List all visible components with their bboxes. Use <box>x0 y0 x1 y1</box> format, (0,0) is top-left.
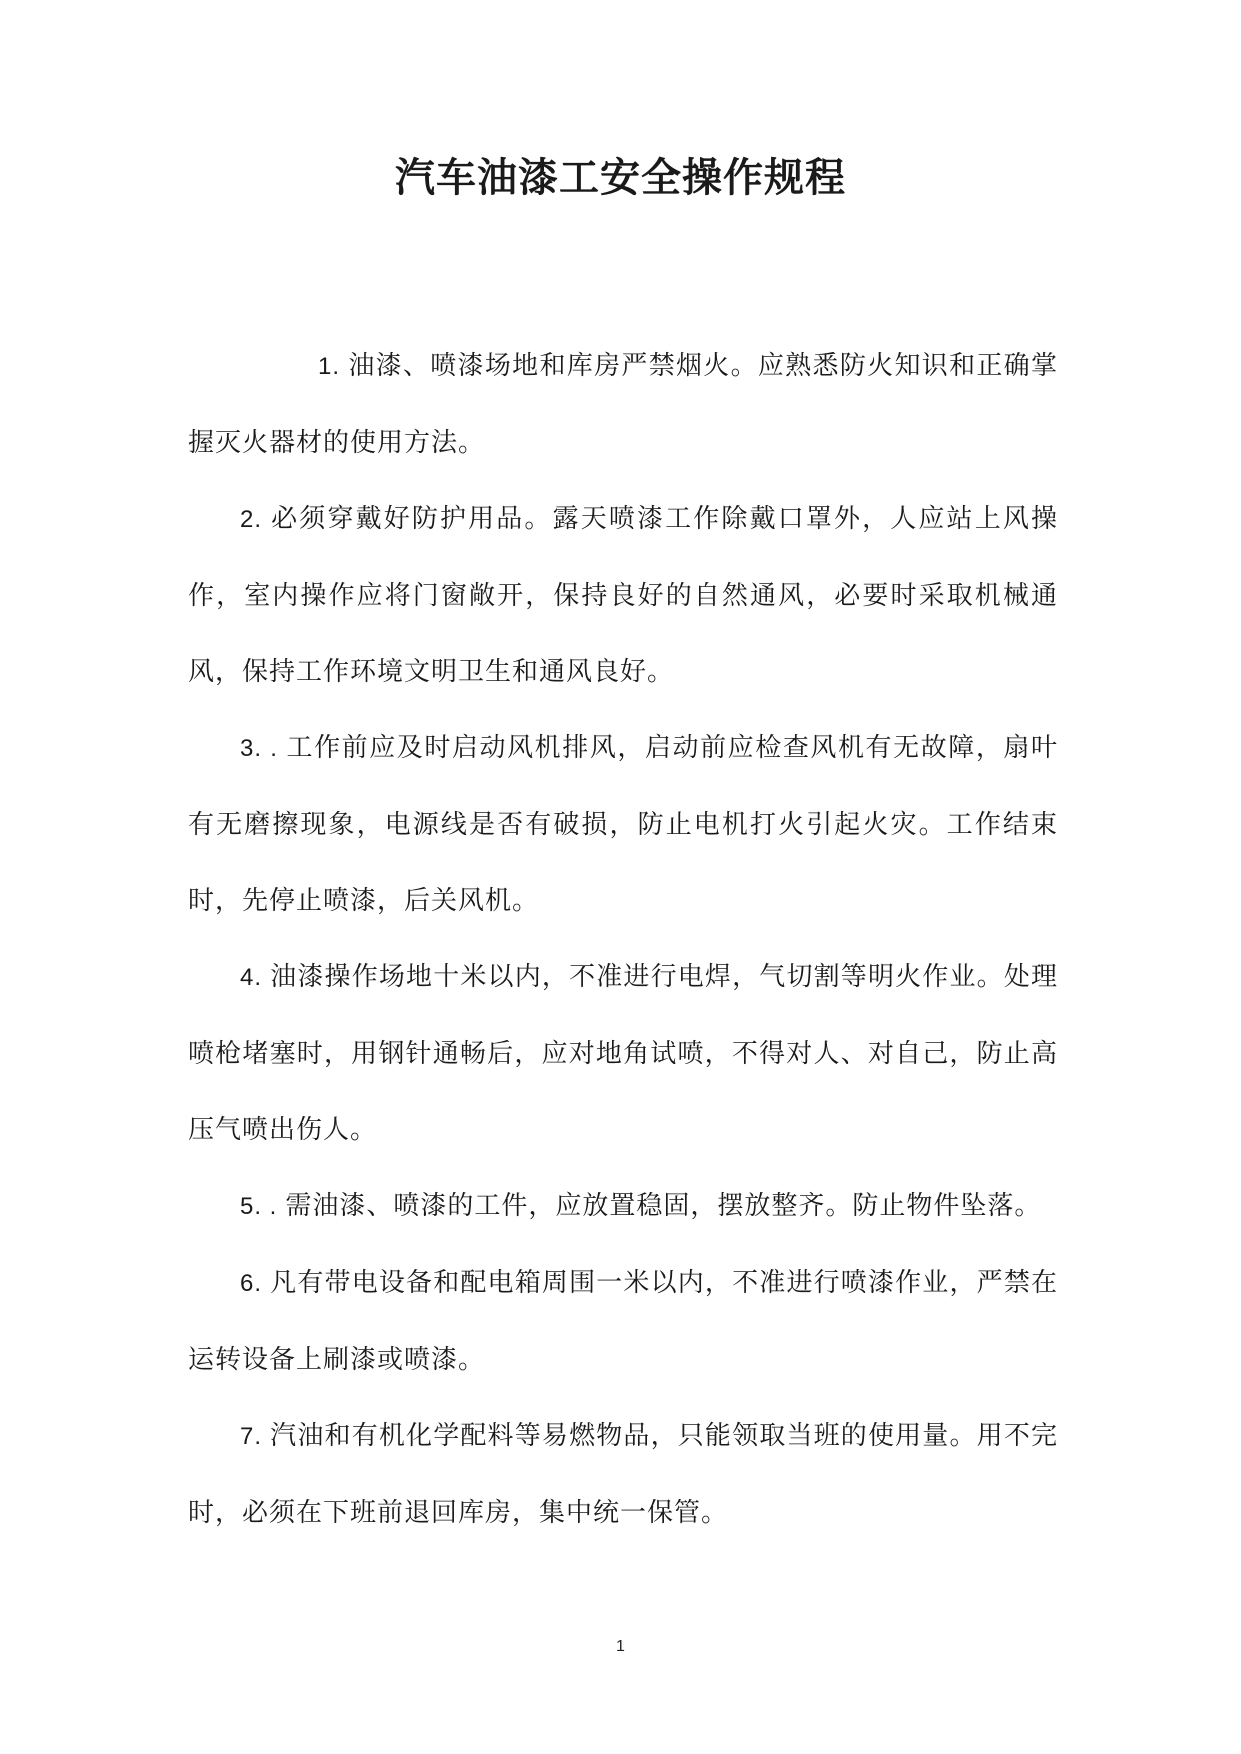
rule-text: 需油漆、喷漆的工件，应放置稳固，摆放整齐。防止物件坠落。 <box>285 1191 1042 1221</box>
rule-text: 工作前应及时启动风机排风，启动前应检查风机有无故障，扇叶有无磨擦现象，电源线是否有破损，防止电机打火引起火灾。工作结束时，先停止喷漆，后关风机。 <box>188 733 1058 916</box>
document-body <box>188 328 1058 1551</box>
rule-number: 5. . <box>240 1193 278 1220</box>
rule-paragraph-1 <box>188 328 1058 481</box>
rule-number: 7. <box>240 1423 263 1450</box>
rule-paragraph-5 <box>188 1168 1058 1245</box>
rule-text: 油漆操作场地十米以内，不准进行电焊，气切割等明火作业。处理喷枪堵塞时，用钢针通畅后，应对地角试喷，不得对人、对自己，防止高压气喷出伤人。 <box>188 962 1058 1145</box>
rule-text: 油漆、喷漆场地和库房严禁烟火。应熟悉防火知识和正确掌握灭火器材的使用方法。 <box>188 351 1058 458</box>
rule-paragraph-3 <box>188 710 1058 939</box>
rule-number: 2. <box>240 506 263 533</box>
rule-paragraph-2 <box>188 481 1058 710</box>
rule-number: 6. <box>240 1270 263 1297</box>
document-title: 汽车油漆工安全操作规程 <box>395 154 846 201</box>
rule-number: 3. . <box>240 735 278 762</box>
rule-paragraph-4 <box>188 939 1058 1168</box>
rule-paragraph-6 <box>188 1245 1058 1398</box>
rule-number: 4. <box>240 964 263 991</box>
rule-text: 必须穿戴好防护用品。露天喷漆工作除戴口罩外，人应站上风操作，室内操作应将门窗敞开，保持良好的自然通风，必要时采取机械通风，保持工作环境文明卫生和通风良好。 <box>188 504 1058 687</box>
rule-number: 1. <box>318 353 341 380</box>
rule-paragraph-7 <box>188 1398 1058 1551</box>
page-number: 1 <box>616 1638 625 1655</box>
rule-text: 汽油和有机化学配料等易燃物品，只能领取当班的使用量。用不完时，必须在下班前退回库房，集中统一保管。 <box>188 1421 1058 1528</box>
rule-text: 凡有带电设备和配电箱周围一米以内，不准进行喷漆作业，严禁在运转设备上刷漆或喷漆。 <box>188 1268 1058 1375</box>
